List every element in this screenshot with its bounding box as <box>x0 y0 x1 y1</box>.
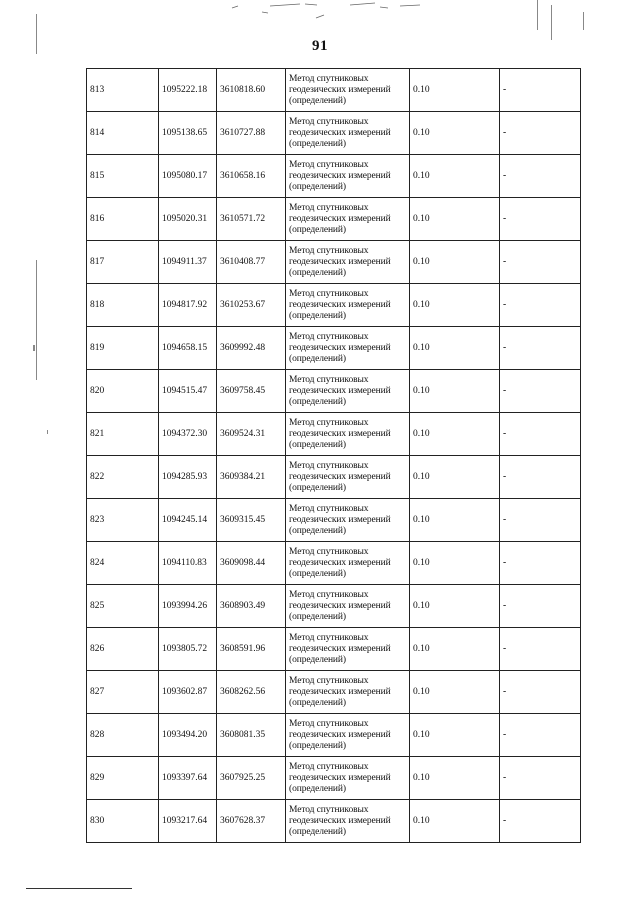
table-row <box>87 757 581 800</box>
method-line: (определений) <box>289 95 346 106</box>
method-line: Метод спутниковых <box>289 718 369 729</box>
point-number-cell: 825 <box>87 585 159 628</box>
method-line: (определений) <box>289 826 346 837</box>
point-number-cell: 820 <box>87 370 159 413</box>
y-coordinate-cell: 3610658.16 <box>217 155 286 198</box>
point-number-cell: 818 <box>87 284 159 327</box>
x-coordinate-cell: 1094285.93 <box>159 456 217 499</box>
y-coordinate-cell: 3609315.45 <box>217 499 286 542</box>
description-cell: - <box>500 155 581 198</box>
point-number-cell: 823 <box>87 499 159 542</box>
method-line: геодезических измерений <box>289 643 391 654</box>
method-line: геодезических измерений <box>289 170 391 181</box>
point-number-cell: 814 <box>87 112 159 155</box>
accuracy-cell: 0.10 <box>410 671 500 714</box>
description-cell: - <box>500 542 581 585</box>
method-cell <box>286 112 410 155</box>
method-line: Метод спутниковых <box>289 589 369 600</box>
point-number-cell: 816 <box>87 198 159 241</box>
table-row <box>87 499 581 542</box>
x-coordinate-cell: 1093805.72 <box>159 628 217 671</box>
method-line: геодезических измерений <box>289 385 391 396</box>
method-line: геодезических измерений <box>289 815 391 826</box>
method-line: геодезических измерений <box>289 256 391 267</box>
method-line: (определений) <box>289 181 346 192</box>
x-coordinate-cell: 1094817.92 <box>159 284 217 327</box>
x-coordinate-cell: 1094110.83 <box>159 542 217 585</box>
point-number-cell: 826 <box>87 628 159 671</box>
method-line: Метод спутниковых <box>289 159 369 170</box>
y-coordinate-cell: 3609992.48 <box>217 327 286 370</box>
method-line: Метод спутниковых <box>289 73 369 84</box>
method-line: (определений) <box>289 697 346 708</box>
method-cell <box>286 370 410 413</box>
method-cell <box>286 671 410 714</box>
point-number-cell: 815 <box>87 155 159 198</box>
method-line: Метод спутниковых <box>289 546 369 557</box>
page-number: 91 <box>312 38 328 54</box>
table-row <box>87 585 581 628</box>
method-line: (определений) <box>289 611 346 622</box>
method-cell <box>286 800 410 843</box>
point-number-cell: 819 <box>87 327 159 370</box>
x-coordinate-cell: 1093217.64 <box>159 800 217 843</box>
accuracy-cell: 0.10 <box>410 155 500 198</box>
accuracy-cell: 0.10 <box>410 800 500 843</box>
accuracy-cell: 0.10 <box>410 757 500 800</box>
accuracy-cell: 0.10 <box>410 198 500 241</box>
method-line: (определений) <box>289 482 346 493</box>
point-number-cell: 822 <box>87 456 159 499</box>
y-coordinate-cell: 3609384.21 <box>217 456 286 499</box>
method-line: геодезических измерений <box>289 729 391 740</box>
method-line: Метод спутниковых <box>289 632 369 643</box>
description-cell: - <box>500 284 581 327</box>
table-row <box>87 370 581 413</box>
method-line: (определений) <box>289 310 346 321</box>
coordinates-table <box>86 68 581 843</box>
y-coordinate-cell: 3610571.72 <box>217 198 286 241</box>
y-coordinate-cell: 3610253.67 <box>217 284 286 327</box>
accuracy-cell: 0.10 <box>410 456 500 499</box>
x-coordinate-cell: 1095138.65 <box>159 112 217 155</box>
method-line: геодезических измерений <box>289 772 391 783</box>
method-cell <box>286 413 410 456</box>
description-cell: - <box>500 456 581 499</box>
table-row <box>87 155 581 198</box>
description-cell: - <box>500 327 581 370</box>
point-number-cell: 821 <box>87 413 159 456</box>
table-row <box>87 284 581 327</box>
method-line: Метод спутниковых <box>289 331 369 342</box>
accuracy-cell: 0.10 <box>410 714 500 757</box>
point-number-cell: 813 <box>87 69 159 112</box>
method-line: Метод спутниковых <box>289 116 369 127</box>
method-line: (определений) <box>289 783 346 794</box>
description-cell: - <box>500 671 581 714</box>
method-line: геодезических измерений <box>289 600 391 611</box>
method-line: Метод спутниковых <box>289 245 369 256</box>
method-line: геодезических измерений <box>289 428 391 439</box>
description-cell: - <box>500 714 581 757</box>
table-row <box>87 413 581 456</box>
method-line: Метод спутниковых <box>289 503 369 514</box>
method-cell <box>286 327 410 370</box>
accuracy-cell: 0.10 <box>410 585 500 628</box>
table-row <box>87 714 581 757</box>
method-cell <box>286 714 410 757</box>
method-line: (определений) <box>289 224 346 235</box>
description-cell: - <box>500 757 581 800</box>
y-coordinate-cell: 3610727.88 <box>217 112 286 155</box>
point-number-cell: 829 <box>87 757 159 800</box>
accuracy-cell: 0.10 <box>410 542 500 585</box>
x-coordinate-cell: 1095222.18 <box>159 69 217 112</box>
y-coordinate-cell: 3609098.44 <box>217 542 286 585</box>
method-line: геодезических измерений <box>289 686 391 697</box>
point-number-cell: 828 <box>87 714 159 757</box>
x-coordinate-cell: 1094658.15 <box>159 327 217 370</box>
description-cell: - <box>500 112 581 155</box>
accuracy-cell: 0.10 <box>410 499 500 542</box>
table-row <box>87 69 581 112</box>
y-coordinate-cell: 3610408.77 <box>217 241 286 284</box>
point-number-cell: 830 <box>87 800 159 843</box>
description-cell: - <box>500 69 581 112</box>
method-line: (определений) <box>289 396 346 407</box>
method-line: Метод спутниковых <box>289 202 369 213</box>
method-line: геодезических измерений <box>289 342 391 353</box>
x-coordinate-cell: 1095080.17 <box>159 155 217 198</box>
method-line: Метод спутниковых <box>289 761 369 772</box>
description-cell: - <box>500 413 581 456</box>
accuracy-cell: 0.10 <box>410 628 500 671</box>
method-line: (определений) <box>289 654 346 665</box>
table-row <box>87 800 581 843</box>
method-line: (определений) <box>289 740 346 751</box>
method-cell <box>286 757 410 800</box>
x-coordinate-cell: 1095020.31 <box>159 198 217 241</box>
method-cell <box>286 628 410 671</box>
method-line: геодезических измерений <box>289 299 391 310</box>
y-coordinate-cell: 3607925.25 <box>217 757 286 800</box>
accuracy-cell: 0.10 <box>410 413 500 456</box>
method-line: Метод спутниковых <box>289 804 369 815</box>
table-row <box>87 456 581 499</box>
method-cell <box>286 69 410 112</box>
method-line: геодезических измерений <box>289 127 391 138</box>
method-cell <box>286 499 410 542</box>
method-line: геодезических измерений <box>289 84 391 95</box>
x-coordinate-cell: 1093494.20 <box>159 714 217 757</box>
method-line: геодезических измерений <box>289 557 391 568</box>
method-line: (определений) <box>289 439 346 450</box>
table-row <box>87 198 581 241</box>
method-line: (определений) <box>289 353 346 364</box>
y-coordinate-cell: 3608262.56 <box>217 671 286 714</box>
y-coordinate-cell: 3609758.45 <box>217 370 286 413</box>
accuracy-cell: 0.10 <box>410 112 500 155</box>
x-coordinate-cell: 1094245.14 <box>159 499 217 542</box>
description-cell: - <box>500 370 581 413</box>
method-line: Метод спутниковых <box>289 288 369 299</box>
y-coordinate-cell: 3608591.96 <box>217 628 286 671</box>
y-coordinate-cell: 3607628.37 <box>217 800 286 843</box>
accuracy-cell: 0.10 <box>410 241 500 284</box>
method-cell <box>286 456 410 499</box>
accuracy-cell: 0.10 <box>410 69 500 112</box>
point-number-cell: 824 <box>87 542 159 585</box>
description-cell: - <box>500 499 581 542</box>
x-coordinate-cell: 1094911.37 <box>159 241 217 284</box>
description-cell: - <box>500 241 581 284</box>
x-coordinate-cell: 1094372.30 <box>159 413 217 456</box>
footer-divider <box>26 888 132 889</box>
method-cell <box>286 198 410 241</box>
method-line: (определений) <box>289 525 346 536</box>
table-row <box>87 327 581 370</box>
table-body <box>87 69 581 843</box>
description-cell: - <box>500 198 581 241</box>
y-coordinate-cell: 3608903.49 <box>217 585 286 628</box>
accuracy-cell: 0.10 <box>410 370 500 413</box>
point-number-cell: 817 <box>87 241 159 284</box>
method-cell <box>286 585 410 628</box>
method-line: Метод спутниковых <box>289 374 369 385</box>
method-line: геодезических измерений <box>289 213 391 224</box>
x-coordinate-cell: 1093602.87 <box>159 671 217 714</box>
x-coordinate-cell: 1093397.64 <box>159 757 217 800</box>
method-line: Метод спутниковых <box>289 675 369 686</box>
description-cell: - <box>500 585 581 628</box>
description-cell: - <box>500 628 581 671</box>
description-cell: - <box>500 800 581 843</box>
method-cell <box>286 284 410 327</box>
table-row <box>87 671 581 714</box>
method-line: (определений) <box>289 568 346 579</box>
method-line: (определений) <box>289 138 346 149</box>
table-row <box>87 628 581 671</box>
table-row <box>87 542 581 585</box>
accuracy-cell: 0.10 <box>410 327 500 370</box>
method-cell <box>286 241 410 284</box>
accuracy-cell: 0.10 <box>410 284 500 327</box>
y-coordinate-cell: 3609524.31 <box>217 413 286 456</box>
method-cell <box>286 542 410 585</box>
method-line: Метод спутниковых <box>289 417 369 428</box>
method-line: геодезических измерений <box>289 514 391 525</box>
y-coordinate-cell: 3610818.60 <box>217 69 286 112</box>
point-number-cell: 827 <box>87 671 159 714</box>
x-coordinate-cell: 1093994.26 <box>159 585 217 628</box>
table-row <box>87 241 581 284</box>
table-row <box>87 112 581 155</box>
method-line: геодезических измерений <box>289 471 391 482</box>
x-coordinate-cell: 1094515.47 <box>159 370 217 413</box>
method-cell <box>286 155 410 198</box>
y-coordinate-cell: 3608081.35 <box>217 714 286 757</box>
method-line: Метод спутниковых <box>289 460 369 471</box>
method-line: (определений) <box>289 267 346 278</box>
